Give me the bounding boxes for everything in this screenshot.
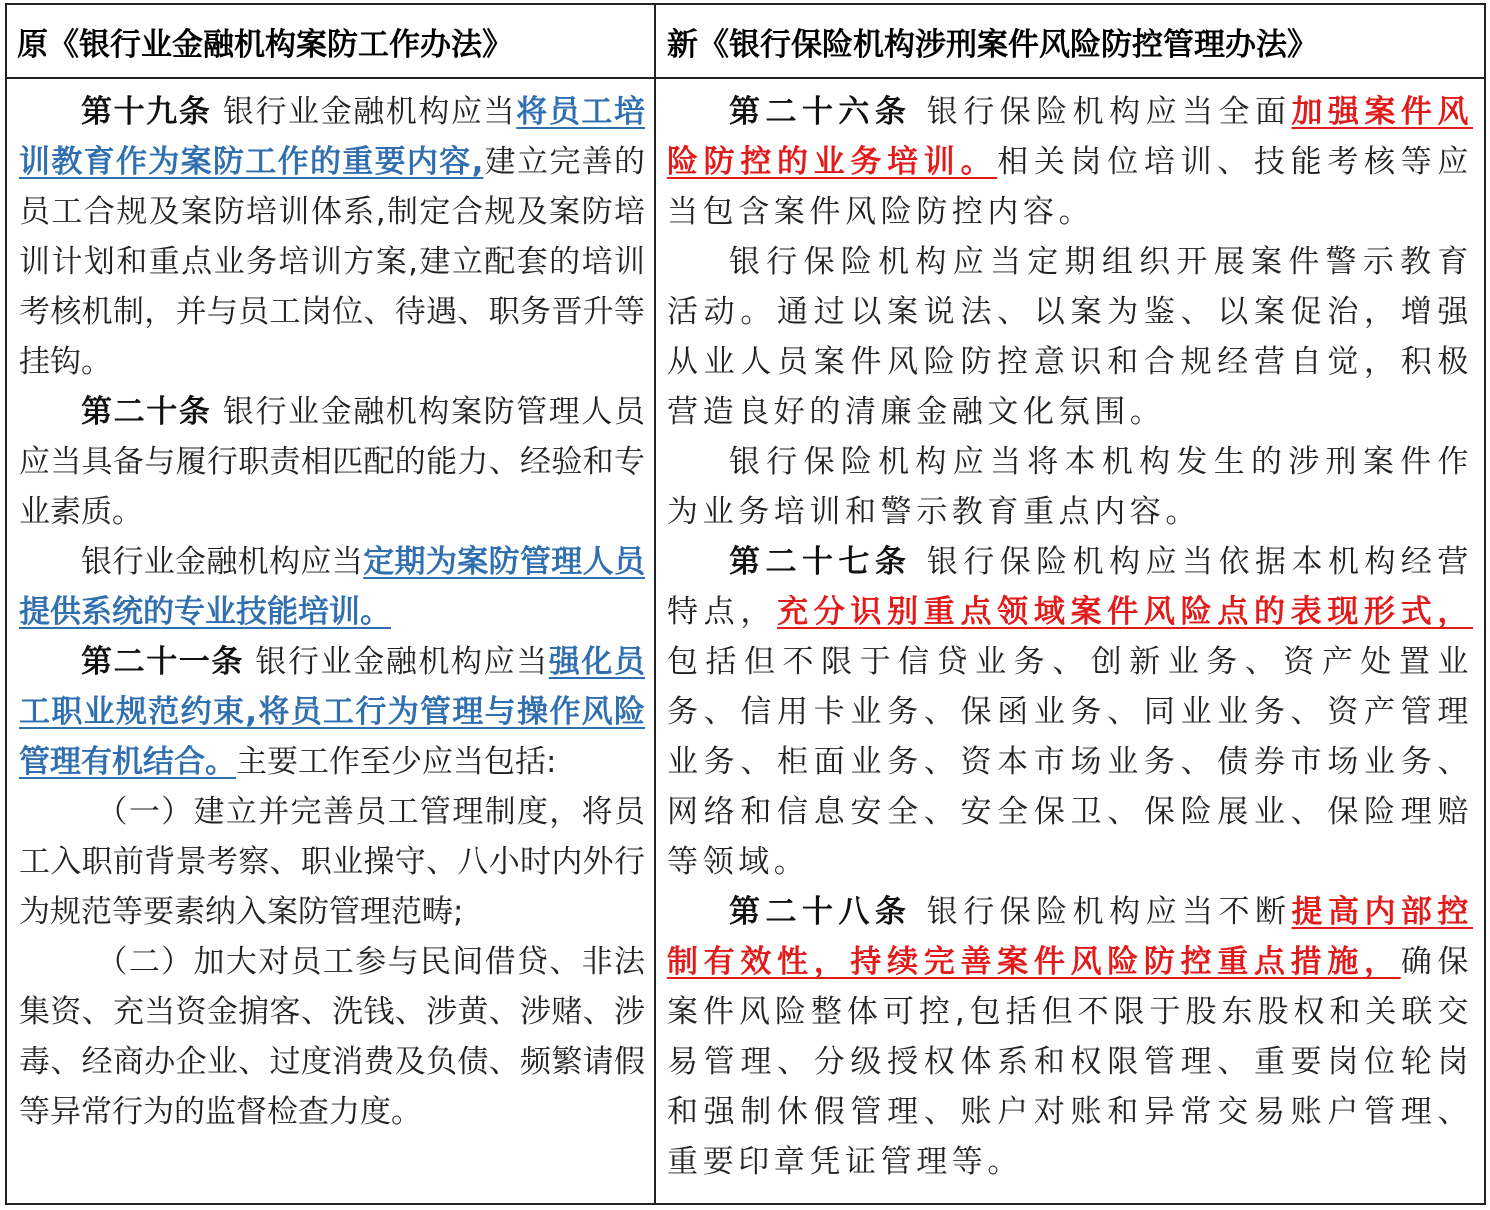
- highlight-text: 定期为案防管理人员提供系统的专业技能培训。: [19, 544, 646, 630]
- article-text: 银行保险机构应当全面: [911, 94, 1292, 130]
- article-label: 第二十六条: [729, 94, 912, 130]
- left-column-header: 原《银行业金融机构案防工作办法》: [17, 26, 513, 63]
- article-text: 银行保险机构应当不断: [911, 894, 1292, 930]
- article-text: 银行业金融机构应当: [243, 644, 549, 680]
- article-21: [19, 637, 645, 787]
- article-21-item-1: （一）建立并完善员工管理制度，将员工入职前背景考察、职业操守、八小时内外行为规范等要素纳入案防管理范畴;: [19, 794, 645, 930]
- article-label: 第二十一条: [81, 644, 244, 680]
- article-20-paragraph-2: [19, 537, 645, 637]
- article-text: 主要工作至少应当包括:: [236, 744, 557, 780]
- article-label: 第十九条: [81, 94, 212, 130]
- article-text: 包括但不限于信贷业务、创新业务、资产处置业务、信用卡业务、保函业务、同业业务、资产管理业务、柜面业务、资本市场业务、债券市场业务、网络和信息安全、安全保卫、保险展业、保险理赔等领域。: [667, 644, 1473, 880]
- right-column-body: [667, 87, 1473, 1187]
- article-20: [19, 387, 645, 537]
- article-28: [667, 887, 1473, 1187]
- article-label: 第二十八条: [729, 894, 912, 930]
- article-text: 银行业金融机构案防管理人员应当具备与履行职责相匹配的能力、经验和专业素质。: [19, 394, 645, 530]
- article-26-paragraph-2: 银行保险机构应当定期组织开展案件警示教育活动。通过以案说法、以案为鉴、以案促治，增强从业人员案件风险防控意识和合规经营自觉，积极营造良好的清廉金融文化氛围。: [667, 244, 1473, 430]
- article-text: 建立完善的员工合规及案防培训体系,制定合规及案防培训计划和重点业务培训方案,建立配套的培训考核机制，并与员工岗位、待遇、职务晋升等挂钩。: [19, 144, 645, 380]
- article-text: 银行保险机构应当依据本机构经营特点，: [667, 544, 1474, 630]
- article-21-item-2: （二）加大对员工参与民间借贷、非法集资、充当资金掮客、洗钱、涉黄、涉赌、涉毒、经商办企业、过度消费及负债、频繁请假等异常行为的监督检查力度。: [19, 944, 645, 1130]
- left-column-body: [19, 87, 645, 1137]
- article-26-paragraph-3: 银行保险机构应当将本机构发生的涉刑案件作为业务培训和警示教育重点内容。: [667, 444, 1473, 530]
- article-text: 确保案件风险整体可控,包括但不限于股东股权和关联交易管理、分级授权体系和权限管理、重要岗位轮岗和强制休假管理、账户对账和异常交易账户管理、重要印章凭证管理等。: [667, 944, 1474, 1180]
- highlight-text: 提高内部控制有效性，持续完善案件风险防控重点措施，: [667, 894, 1474, 980]
- article-19: [19, 87, 645, 387]
- highlight-text: 强化员工职业规范约束,将员工行为管理与操作风险管理有机结合。: [19, 644, 646, 780]
- highlight-text: 充分识别重点领域案件风险点的表现形式，: [777, 594, 1473, 630]
- article-label: 第二十条: [81, 394, 212, 430]
- highlight-text: 将员工培训教育作为案防工作的重要内容,: [19, 94, 646, 180]
- article-27: [667, 537, 1473, 887]
- highlight-text: 加强案件风险防控的业务培训。: [667, 94, 1474, 180]
- right-column-header: 新《银行保险机构涉刑案件风险防控管理办法》: [667, 26, 1318, 63]
- header-divider: [7, 77, 1484, 79]
- article-label: 第二十七条: [729, 544, 912, 580]
- article-text: 相关岗位培训、技能考核等应当包含案件风险防控内容。: [667, 144, 1473, 230]
- article-text: 银行业金融机构应当: [211, 94, 517, 130]
- article-text: 银行业金融机构应当: [81, 544, 364, 580]
- article-26: [667, 87, 1473, 237]
- column-divider: [654, 5, 656, 1203]
- comparison-table: [5, 3, 1486, 1205]
